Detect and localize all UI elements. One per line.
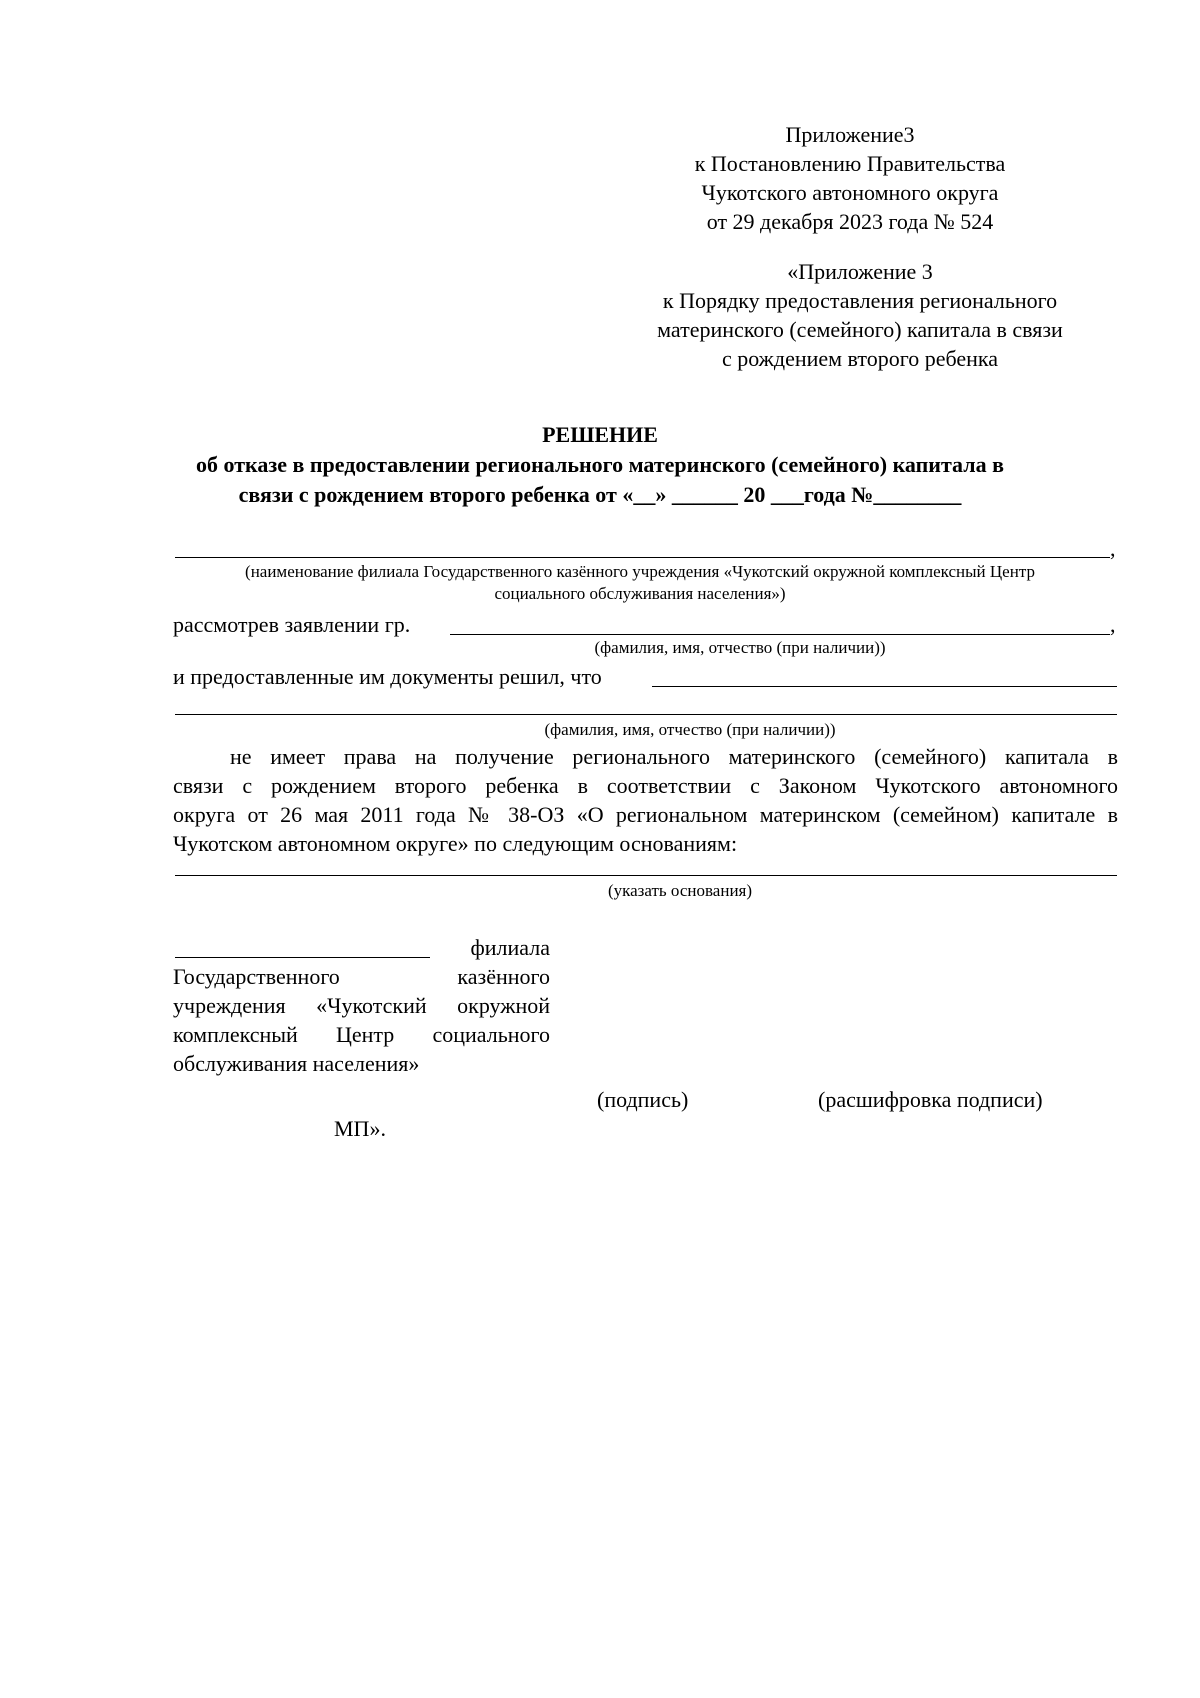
body-line-3: округа от 26 мая 2011 года № 38-ОЗ «О региональном материнском (семейном) капитале в — [173, 802, 1118, 827]
signature-block — [173, 933, 550, 1078]
signature-block-line5: обслуживания населения» — [173, 1051, 420, 1076]
appendix-line: с рождением второго ребенка — [721, 346, 999, 371]
documents-label: и предоставленные им документы решил, что — [173, 664, 602, 689]
documents-name-line — [652, 686, 1117, 687]
applicant-name-line — [450, 634, 1110, 635]
signature-block-line2: Государственного казённого — [173, 964, 550, 989]
grounds-hint: (указать основания) — [607, 881, 753, 900]
approval-line: к Постановлению Правительства — [694, 151, 1006, 176]
considered-comma: , — [1110, 612, 1116, 637]
signature-block-line1: филиала — [470, 935, 550, 960]
appendix-line: «Приложение 3 — [787, 259, 933, 284]
body-line-4: Чукотском автономном округе» по следующим основаниям: — [173, 831, 738, 856]
branch-comma: , — [1110, 536, 1116, 561]
signature-block-line3: учреждения «Чукотский окружной — [173, 993, 550, 1018]
person-name-line — [175, 714, 1117, 715]
body-line-1: не имеет права на получение регионального материнского (семейного) капитала в — [230, 744, 1118, 769]
appendix-line: материнского (семейного) капитала в связи — [657, 317, 1063, 342]
branch-hint-line2: социального обслуживания населения») — [494, 584, 786, 603]
transcript-label: (расшифровка подписи) — [818, 1087, 1043, 1112]
body-line-2: связи с рождением второго ребенка в соответствии с Законом Чукотского автономного — [173, 773, 1118, 798]
decision-title: РЕШЕНИЕ — [542, 422, 658, 447]
name-hint-2: (фамилия, имя, отчество (при наличии)) — [544, 720, 836, 739]
stamp-label: МП». — [334, 1116, 386, 1141]
signature-block-line4: комплексный Центр социального — [173, 1022, 550, 1047]
branch-hint-line1: (наименование филиала Государственного казённого учреждения «Чукотский окружной комплексный Центр — [245, 562, 1035, 581]
body-paragraph — [173, 742, 1118, 858]
approval-block — [640, 120, 1060, 236]
approval-line: Приложение3 — [785, 122, 915, 147]
approval-line: Чукотского автономного округа — [701, 180, 999, 205]
name-hint-1: (фамилия, имя, отчество (при наличии)) — [594, 638, 886, 657]
decision-subtitle-line2: связи с рождением второго ребенка от «__» ______ 20 ___года №________ — [238, 482, 962, 507]
considered-label: рассмотрев заявлении гр. — [173, 612, 411, 637]
appendix-block — [620, 257, 1100, 373]
grounds-line — [175, 875, 1117, 876]
signature-label: (подпись) — [597, 1087, 689, 1112]
appendix-line: к Порядку предоставления регионального — [662, 288, 1058, 313]
decision-subtitle-line1: об отказе в предоставлении регионального материнского (семейного) капитала в — [196, 452, 1004, 477]
approval-line: от 29 декабря 2023 года № 524 — [706, 209, 994, 234]
branch-name-line — [175, 557, 1110, 558]
